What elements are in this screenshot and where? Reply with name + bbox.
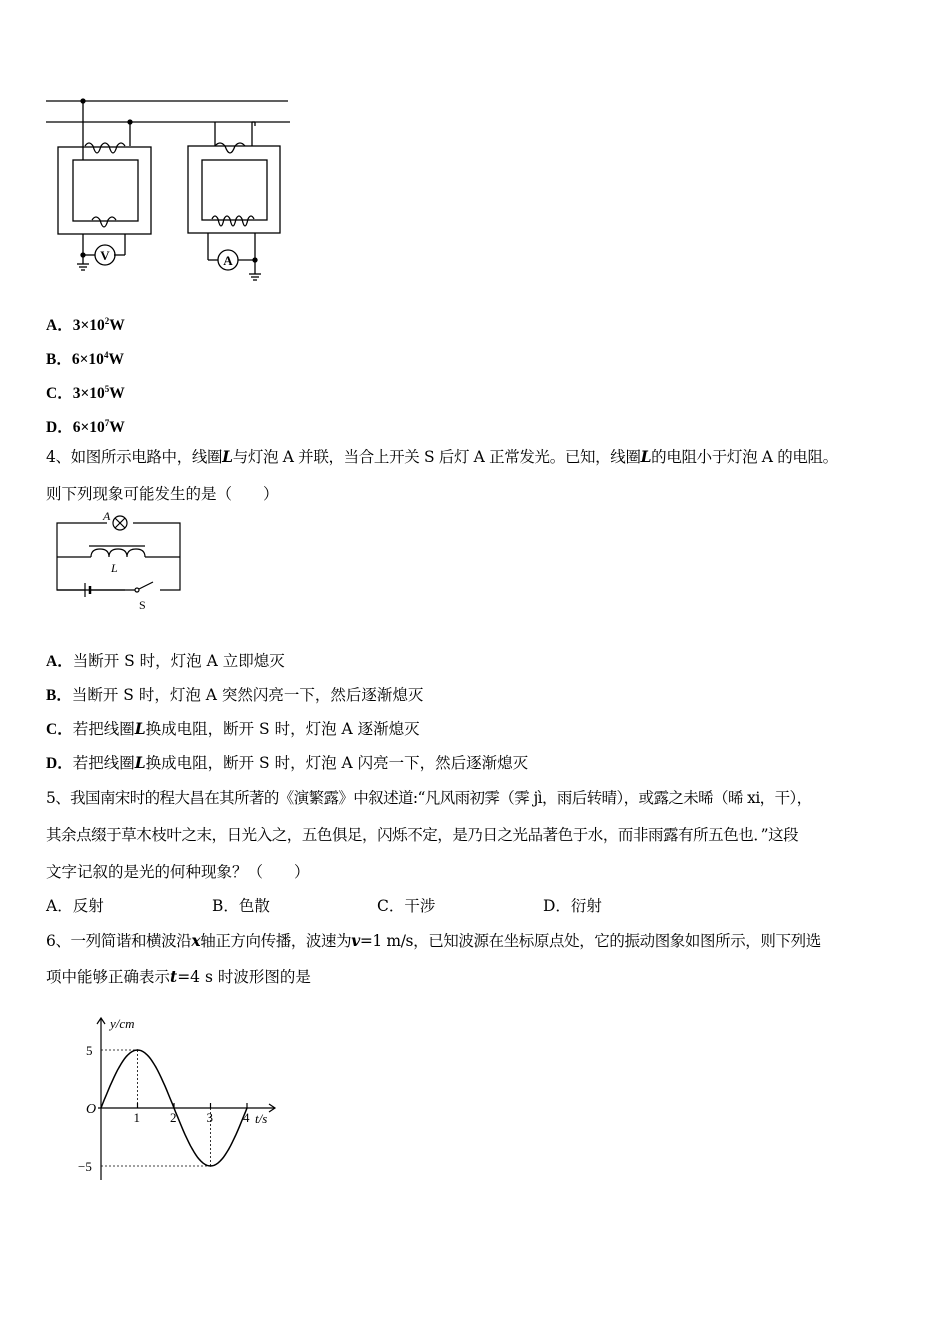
q4-option-a[interactable]: [46, 651, 285, 672]
x-axis-label: t/s: [255, 1111, 268, 1126]
unit: W: [109, 419, 125, 437]
lamp-label: A: [103, 512, 111, 523]
q5-stem-line1: 5、我国南宋时的程大昌在其所著的《演繁露》中叙述道:“凡风雨初霁（霁 jì，雨后转晴），或露之未晞（晞 xi，干），: [46, 789, 812, 807]
option-label: C．: [46, 385, 73, 403]
x-tick-label: 4: [243, 1110, 250, 1125]
var-x: x: [191, 931, 201, 950]
q3-option-d[interactable]: [46, 413, 125, 438]
option-text: 若把线圈: [72, 720, 135, 738]
var-t: t: [170, 967, 178, 986]
q4-option-d[interactable]: [46, 753, 528, 774]
y-tick-label: 5: [86, 1043, 93, 1058]
text: =4 s 时波形图的是: [177, 968, 311, 986]
text: =1 m/s，已知波源在坐标原点处，它的振动图象如图所示，则下列选: [359, 932, 821, 950]
var-L: L: [134, 719, 146, 738]
q5-stem-line2: 其余点缀于草木枝叶之末，日光入之，五色俱足，闪烁不定，是乃日之光品著色于水，而非雨露有所五色也．”这段: [46, 826, 799, 844]
q3-option-b[interactable]: [46, 345, 124, 370]
option-label: D．: [46, 419, 73, 437]
text: 项中能够正确表示: [46, 968, 171, 986]
option-label: B．: [46, 351, 72, 369]
origin-label: O: [86, 1102, 97, 1117]
y-tick-label: −5: [78, 1159, 92, 1174]
q3-option-c[interactable]: [46, 379, 125, 404]
var-L: L: [134, 753, 146, 772]
q4-option-c[interactable]: [46, 719, 420, 740]
option-label: C．: [46, 721, 73, 738]
q5-option-b[interactable]: B．色散: [212, 897, 270, 915]
unit: W: [108, 351, 124, 369]
option-text: 当断开 S 时，灯泡 A 突然闪亮一下，然后逐渐熄灭: [71, 686, 424, 704]
option-value: 3×10: [72, 317, 105, 335]
q5-option-d[interactable]: D．衍射: [543, 897, 602, 915]
option-text: 换成电阻，断开 S 时，灯泡 A 闪亮一下，然后逐渐熄灭: [145, 754, 529, 772]
var-L: L: [640, 447, 652, 466]
y-axis-label: y/cm: [110, 1016, 135, 1031]
voltmeter-label: V: [100, 248, 110, 263]
q5-option-a[interactable]: A．反射: [46, 897, 104, 915]
coil-label: L: [111, 561, 118, 575]
option-text: 若把线圈: [72, 754, 135, 772]
text: 6、一列简谐和横波沿: [46, 932, 192, 950]
option-label: A．: [46, 317, 73, 335]
option-text: 当断开 S 时，灯泡 A 立即熄灭: [72, 652, 285, 670]
q6-stem-line2: [46, 967, 311, 987]
x-tick-label: 3: [206, 1110, 213, 1125]
unit: W: [109, 317, 125, 335]
unit: W: [109, 385, 125, 403]
transformer-circuit-figure: [40, 90, 300, 290]
option-label: D．: [46, 755, 73, 772]
text: 4、如图所示电路中，线圈: [46, 448, 223, 466]
q4-stem-line2: 则下列现象可能发生的是（ ）: [46, 485, 279, 503]
exponent: 5: [104, 384, 110, 394]
option-value: 6×10: [71, 351, 104, 369]
option-label: A．: [46, 653, 73, 670]
q5-option-c[interactable]: C．干涉: [377, 897, 436, 915]
option-value: 3×10: [72, 385, 105, 403]
x-tick-label: 2: [170, 1110, 177, 1125]
exponent: 4: [103, 350, 109, 360]
q4-stem-line1: [46, 447, 838, 467]
q5-stem-line3: 文字记叙的是光的何种现象？（ ）: [46, 863, 310, 881]
q6-stem-line1: [46, 931, 821, 951]
option-label: B．: [46, 687, 72, 704]
var-v: v: [351, 931, 360, 950]
x-tick-label: 1: [133, 1110, 140, 1125]
q4-option-b[interactable]: [46, 685, 423, 706]
q3-option-a[interactable]: [46, 311, 125, 336]
text: 的电阻小于灯泡 A 的电阻。: [651, 448, 838, 466]
var-L: L: [222, 447, 233, 466]
vibration-chart: [70, 1010, 290, 1190]
option-value: 6×10: [72, 419, 105, 437]
text: 轴正方向传播，波速为: [200, 932, 352, 950]
option-text: 换成电阻，断开 S 时，灯泡 A 逐渐熄灭: [145, 720, 420, 738]
switch-label: S: [139, 598, 146, 612]
lc-circuit-figure: [45, 512, 195, 612]
exponent: 7: [104, 418, 110, 428]
ammeter-label: A: [223, 253, 233, 268]
exponent: 2: [104, 316, 110, 326]
text: 与灯泡 A 并联，当合上开关 S 后灯 A 正常发光。已知，线圈: [232, 448, 641, 466]
